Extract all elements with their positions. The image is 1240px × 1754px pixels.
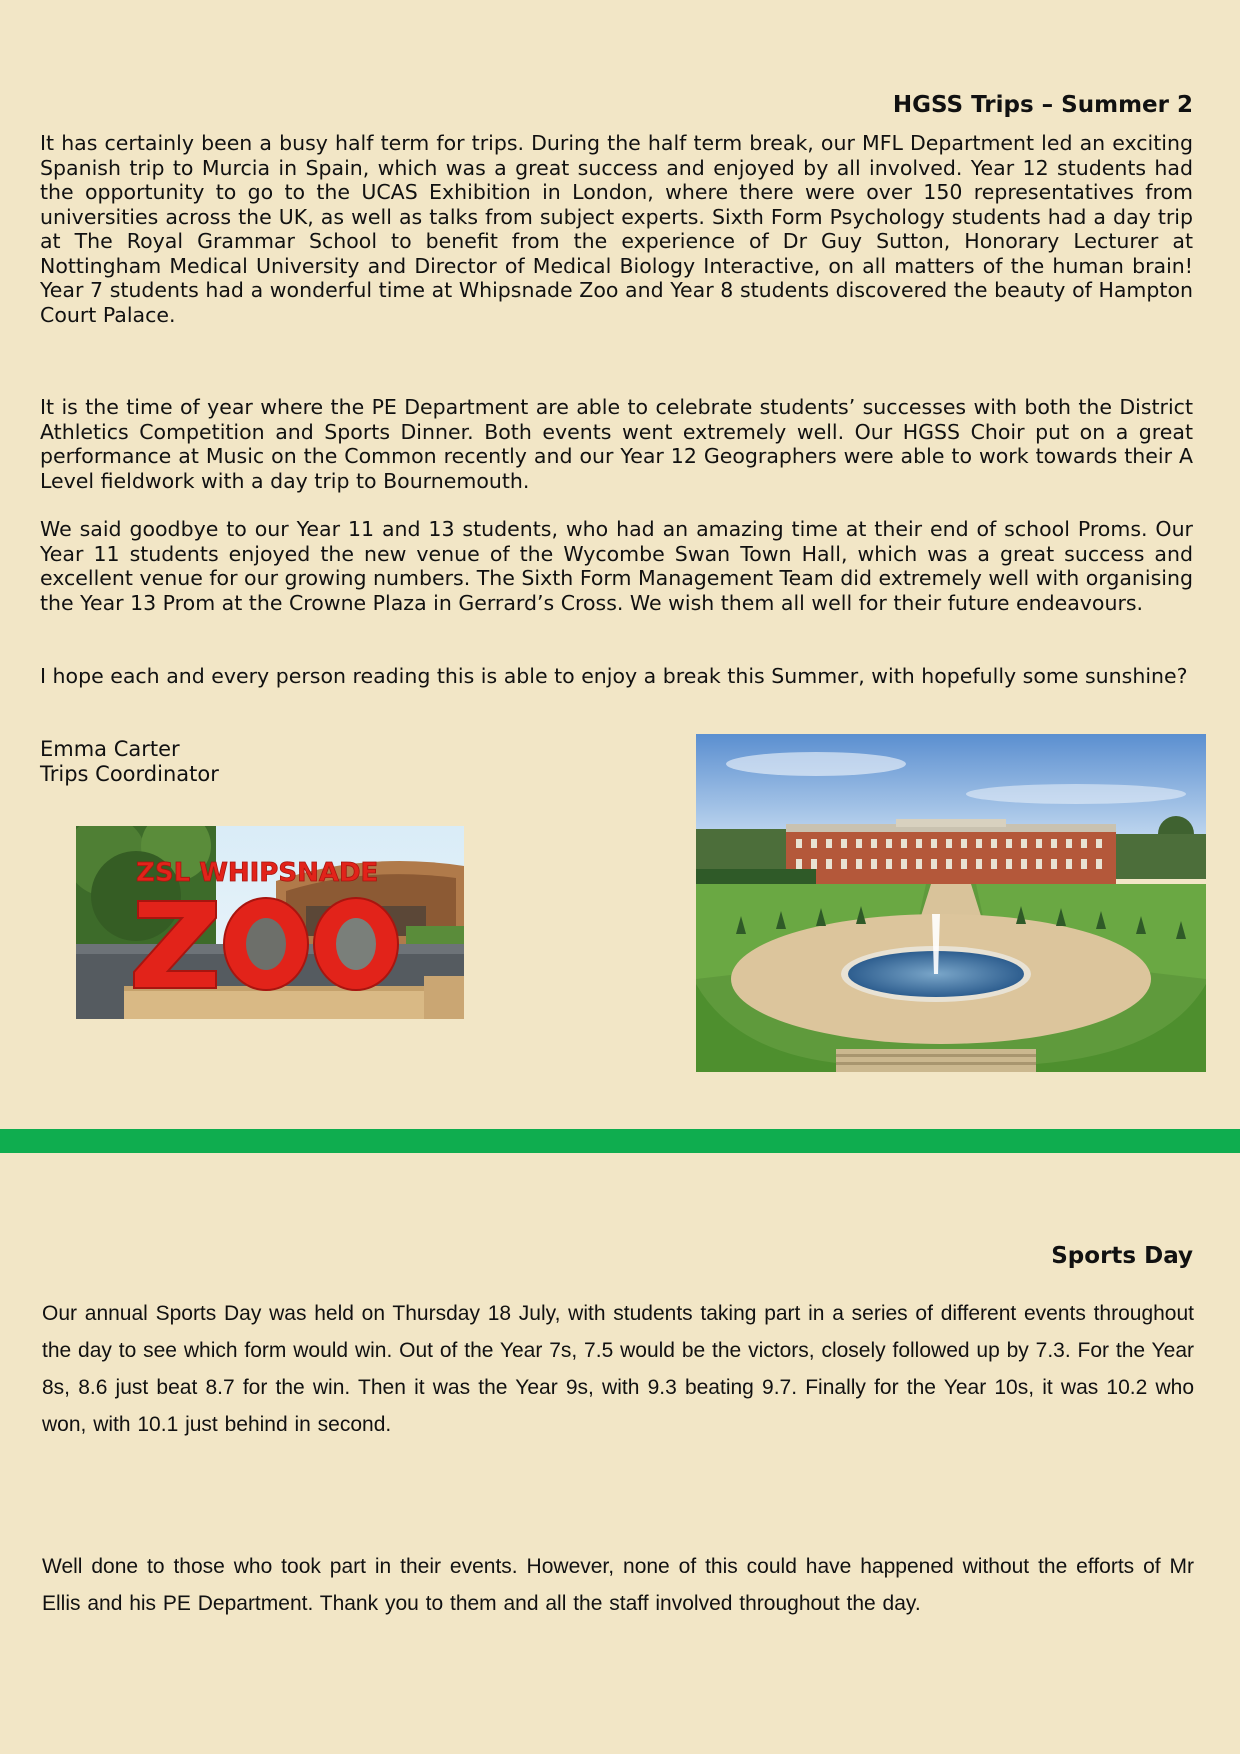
sports-day-paragraph-2: Well done to those who took part in their events. However, none of this could have happened without the efforts of Mr Ellis and his PE Department. Thank you to them and all the staff involved throughout the day. (42, 1555, 1194, 1615)
trips-paragraph-1: It has certainly been a busy half term for trips. During the half term break, our MFL Department led an exciting Spanish trip to Murcia in Spain, which was a great success and enjoyed by all involved. Year 12 students had the opportunity to go to the UCAS Exhibition in London, where there were over 150 representatives from universities across the UK, as well as talks from subject experts. Sixth Form Psychology students had a day trip at The Royal Grammar School to benefit from the experience of Dr Guy Sutton, Honorary Lecturer at Nottingham Medical University and Director of Medical Biology Interactive, on all matters of the human brain! Year 7 students had a wonderful time at Whipsnade Zoo and Year 8 students discovered the beauty of Hampton Court Palace. (40, 131, 1193, 327)
zoo-sign-text: ZSL WHIPSNADE (136, 858, 379, 888)
trips-paragraph-3: We said goodbye to our Year 11 and 13 students, who had an amazing time at their end of school Proms. Our Year 11 students enjoyed the new venue of the Wycombe Swan Town Hall, which was a great success and excellent venue for our growing numbers. The Sixth Form Management Team did extremely well with organising the Year 13 Prom at the Crowne Plaza in Gerrard’s Cross. We wish them all well for their future endeavours. (40, 517, 1193, 615)
signature-block (40, 737, 219, 787)
trips-paragraph-4: I hope each and every person reading this is able to enjoy a break this Summer, with hopefully some sunshine? (40, 664, 1188, 688)
signature-name: Emma Carter (40, 737, 180, 761)
sports-day-paragraph-1: Our annual Sports Day was held on Thursday 18 July, with students taking part in a series of different events throughout the day to see which form would win. Out of the Year 7s, 7.5 would be the victors, closely followed up by 7.3. For the Year 8s, 8.6 just beat 8.7 for the win. Then it was the Year 9s, with 9.3 beating 9.7. Finally for the Year 10s, it was 10.2 who won, with 10.1 just behind in second. (42, 1302, 1194, 1436)
trips-paragraph-2: It is the time of year where the PE Department are able to celebrate students’ successes with both the District Athletics Competition and Sports Dinner. Both events went extremely well. Our HGSS Choir put on a great performance at Music on the Common recently and our Year 12 Geographers were able to work towards their A Level fieldwork with a day trip to Bournemouth. (40, 395, 1193, 493)
section-divider (0, 1129, 1240, 1153)
sports-day-title: Sports Day (1051, 1243, 1193, 1269)
signature-role: Trips Coordinator (40, 762, 219, 786)
whipsnade-zoo-photo (76, 826, 464, 1019)
hampton-court-palace-photo (696, 734, 1206, 1072)
trips-title: HGSS Trips – Summer 2 (892, 92, 1193, 118)
